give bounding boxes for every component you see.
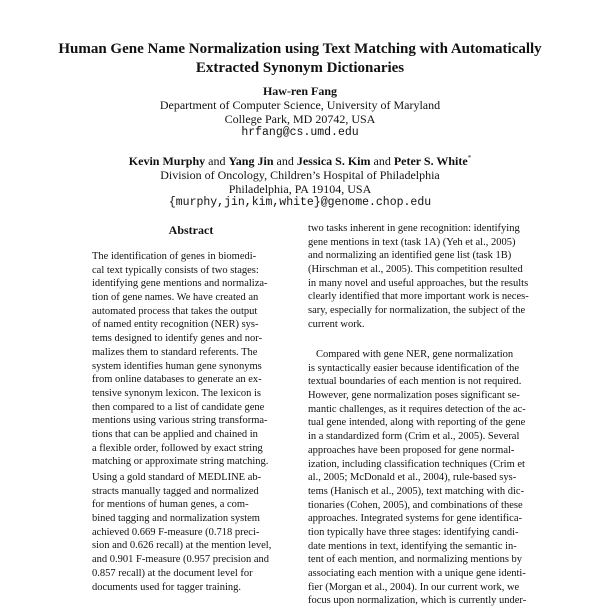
text-line: achieved 0.669 F-measure (0.718 preci-: [92, 526, 260, 538]
text-line: date mentions in text, identifying the semantic in-: [308, 540, 517, 552]
author-conjunction: and: [208, 154, 226, 168]
author-name: Jessica S. Kim: [296, 154, 371, 168]
body-paragraph-2: [308, 348, 530, 608]
text-line: system identifies human gene synonyms: [92, 360, 262, 372]
abstract-paragraph-1: [92, 250, 290, 469]
abstract-heading: Abstract: [168, 223, 214, 237]
text-line: approaches. Integrated systems for gene identifica-: [308, 513, 522, 525]
text-line: sary, especially for normalization, the subject of the: [308, 305, 526, 317]
author-name: Kevin Murphy: [128, 154, 206, 168]
author-name: Peter S. White: [393, 154, 468, 168]
text-line: However, gene normalization poses significant se-: [308, 390, 520, 402]
author-footnote-mark: *: [467, 154, 472, 162]
text-line: stracts manually tagged and normalized: [92, 485, 259, 497]
text-line: textual boundaries of each mention is not required.: [308, 376, 522, 388]
text-line: mentions using various string transforma-: [92, 415, 268, 427]
text-line: cal text typically consists of two stages:: [92, 264, 259, 276]
text-line: The identification of genes in biomedi-: [92, 251, 257, 262]
author-group2-email: {murphy,jin,kim,white}@genome.chop.edu: [168, 196, 432, 209]
text-line: mantic challenges, as it requires detection of the ac-: [308, 403, 526, 415]
text-line: Using a gold standard of MEDLINE ab-: [92, 472, 262, 483]
text-line: tual gene intended, along with reporting of the gene: [308, 417, 526, 429]
author-group2-address: Philadelphia, PA 19104, USA: [228, 182, 372, 196]
text-line: tent of each mention, and normalizing mentions by: [308, 554, 523, 566]
author-conjunction: and: [276, 154, 294, 168]
text-line: focus upon normalization, which is currently under-: [308, 595, 527, 607]
body-paragraph-1: [308, 222, 530, 332]
author1-email: hrfang@cs.umd.edu: [241, 126, 359, 139]
text-line: and normalizing an identified gene list (task 1B): [308, 250, 512, 262]
text-line: from online databases to generate an ex-: [92, 374, 262, 386]
author-name: Yang Jin: [228, 154, 274, 168]
text-line: ization, including classification techniques (Crim et: [308, 458, 525, 470]
text-line: in a standardized form (Crim et al., 2005). Several: [308, 431, 520, 443]
abstract-paragraph-2: [92, 471, 290, 594]
text-line: then compared to a list of candidate gene: [92, 401, 265, 413]
text-line: al., 2005; McDonald et al., 2004), rule-based sys-: [308, 472, 517, 484]
text-line: documents used for tagger training.: [92, 581, 241, 593]
text-line: tions that can be applied and chained in: [92, 428, 258, 440]
text-line: 0.857 recall) at the document level for: [92, 567, 253, 579]
text-line: tems (Hanisch et al., 2005), text matching with dic-: [308, 485, 525, 497]
text-line: bined tagging and normalization system: [92, 513, 260, 525]
text-line: two tasks inherent in gene recognition: identifying: [308, 223, 520, 234]
author-group2-affiliation: Division of Oncology, Children’s Hospital of Philadelphia: [160, 168, 440, 182]
text-line: tion of gene names. We have created an: [92, 292, 259, 304]
author1-address: College Park, MD 20742, USA: [224, 112, 376, 126]
text-line: gene mentions in text (task 1A) (Yeh et al., 2005): [308, 236, 516, 248]
text-line: tionaries (Cohen, 2005), and combinations of these: [308, 499, 523, 511]
text-line: tion typically have three stages: identifying candi-: [308, 526, 519, 538]
text-line: for mentions of human genes, a com-: [92, 499, 249, 511]
paper-title: [40, 40, 560, 78]
text-line: and 0.901 F-measure (0.957 precision and: [92, 554, 269, 566]
text-line: malizes them to standard referents. The: [92, 346, 258, 358]
text-line: current work.: [308, 318, 365, 330]
title-line-1: Human Gene Name Normalization using Text Matching with Automatically: [58, 41, 542, 57]
text-line: automated process that takes the output: [92, 305, 258, 317]
text-line: matching or approximate string matching.: [92, 456, 269, 468]
text-line: tensive synonym lexicon. The lexicon is: [92, 387, 261, 399]
text-line: of named entity recognition (NER) sys-: [92, 319, 259, 331]
text-line: tems designed to identify genes and nor-: [92, 333, 263, 345]
author-group2-names: [60, 154, 540, 168]
text-line: approaches have been proposed for gene normal-: [308, 444, 515, 456]
text-line: sion and 0.626 recall) at the mention level,: [92, 540, 272, 552]
author1-affiliation: Department of Computer Science, University of Maryland: [159, 98, 441, 112]
text-line: is syntactically easier because identification of the: [308, 362, 520, 374]
title-line-2: Extracted Synonym Dictionaries: [195, 60, 405, 76]
text-line: associating each mention with a unique gene identi-: [308, 568, 526, 579]
text-line: identifying gene mentions and normaliza-: [92, 278, 268, 290]
text-line: Compared with gene NER, gene normalization: [316, 349, 514, 360]
text-line: a flexible order, followed by exact string: [92, 442, 263, 454]
author1-name: Haw-ren Fang: [262, 84, 338, 98]
text-line: fier (Morgan et al., 2004). In our current work, we: [308, 581, 520, 593]
text-line: clearly identified that more important work is neces-: [308, 291, 529, 303]
text-line: in many novel and useful approaches, but the results: [308, 277, 529, 289]
text-line: (Hirschman et al., 2005). This competition resulted: [308, 264, 523, 276]
author-conjunction: and: [373, 154, 391, 168]
